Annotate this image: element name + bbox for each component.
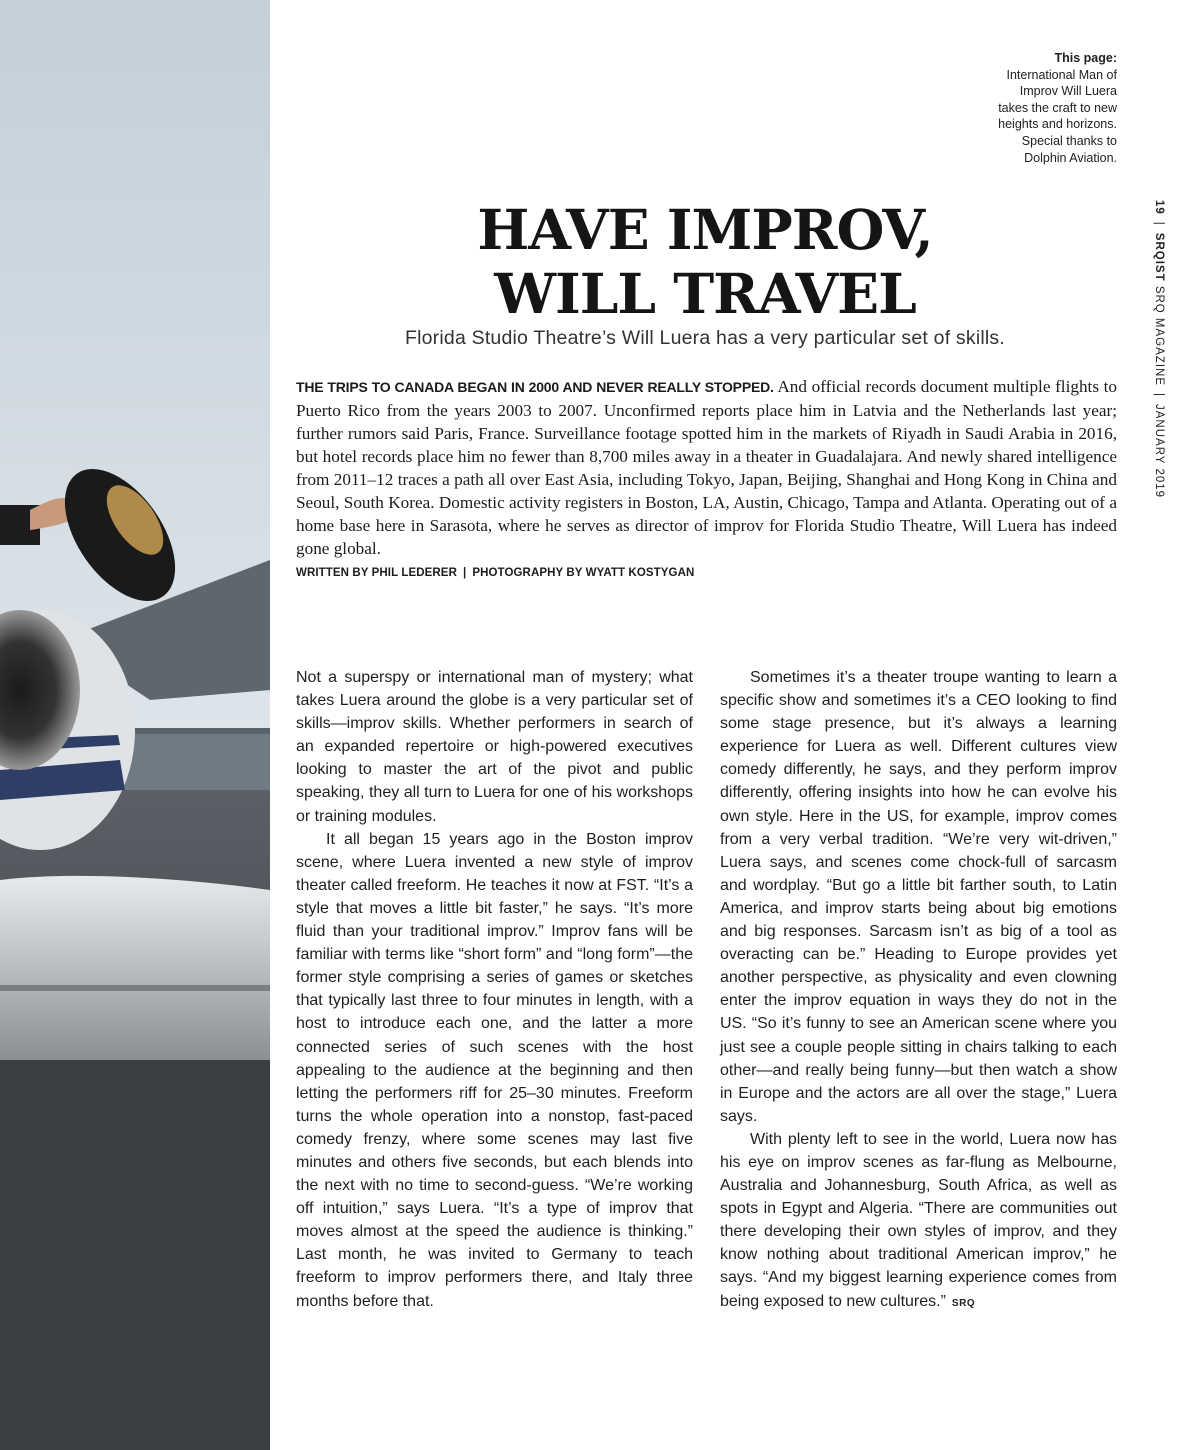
body-column-left	[296, 666, 693, 1313]
headline-line-2: WILL TRAVEL	[494, 261, 916, 326]
end-mark: SRQ	[951, 1297, 976, 1309]
byline-photographer: PHOTOGRAPHY BY WYATT KOSTYGAN	[472, 567, 695, 579]
section-name: SRQIST	[1153, 232, 1165, 282]
magazine-name: SRQ MAGAZINE	[1153, 285, 1165, 386]
page-number: 19	[1153, 200, 1165, 215]
photo-caption	[990, 50, 1117, 166]
body-paragraph: It all began 15 years ago in the Boston improv scene, where Luera invented a new style of improv theater called freeform. He teaches it now at FST. “It’s a style that moves a little bit faster,” he says. “It’s more fluid than your traditional improv.” Improv fans will be familiar with terms like “short form” and “long form”—the former style comprising a series of games or sketches that typically last three to four minutes in length, with a host to introduce each one, and the latter a more connected series of such scenes with the host appealing to the audience at the beginning and then letting the performers riff for 25–30 minutes. Freeform turns the whole operation into a nonstop, fast-paced comedy frenzy, where some scenes may last five minutes and others five seconds, but each blends into the next with no time to second-guess. “We’re working off intuition,” says Luera. “It’s a type of improv that moves almost at the speed the audience is thinking.” Last month, he was invited to Germany to teach freeform to improv performers there, and Italy three months before that.	[296, 830, 693, 1310]
body-paragraph: Not a superspy or international man of mystery; what takes Luera around the globe is a very particular set of skills—improv skills. Whether performers in search of an expanded repertoire or high-powered executives looking to master the art of the pivot and public speaking, they all turn to Luera for one of his workshops or training modules.	[296, 669, 693, 825]
body-column-right	[720, 666, 1117, 1315]
airport-jet-photo	[0, 0, 270, 1450]
intro-paragraph	[296, 375, 1117, 560]
body-paragraph: Sometimes it’s a theater troupe wanting to learn a specific show and sometimes it’s a CEO looking to find some stage presence, but it’s always a learning experience for Luera as well. Different cultures view comedy differently, he says, and they perform improv differently, offering insights into how he can evolve his own style. Here in the US, for example, improv comes from a very verbal tradition. “We’re very wit-driven,” Luera says, and scenes come chock-full of sarcasm and wordplay. “But go a little bit farther south, to Latin America, and improv starts being about big emotions and big responses. Sarcasm isn’t as big of a tool as overacting can be.” Heading to Europe provides yet another perspective, as physicality and even clowning enter the improv equation in ways they do not in the US. “So it’s funny to see an American scene where you just see a couple people sitting in chairs talking to each other—and really being funny—but then watch a show in Europe and the actors are all over the stage,” Luera says.	[720, 669, 1117, 1125]
byline-writer: WRITTEN BY PHIL LEDERER	[296, 567, 457, 579]
body-paragraph: With plenty left to see in the world, Luera now has his eye on improv scenes as far-flung as Melbourne, Australia and Johannesburg, South Africa, as well as spots in Egypt and Algeria. “There are communities out there developing their own styles of improv, and they know nothing about traditional American improv,” he says. “And my biggest learning experience comes from being exposed to new cultures.”	[720, 1130, 1117, 1310]
cover-photo	[0, 0, 270, 1450]
issue-date: JANUARY 2019	[1153, 404, 1165, 499]
intro-lead-in: THE TRIPS TO CANADA BEGAN IN 2000 AND NEVER REALLY STOPPED.	[296, 379, 774, 395]
headline-line-1: HAVE IMPROV,	[477, 197, 933, 262]
page-folio: 19|SRQIST SRQ MAGAZINE|JANUARY 2019	[1153, 200, 1165, 499]
intro-text: And official records document multiple flights to Puerto Rico from the years 2003 to 2007. Unconfirmed reports place him in Latvia and the Netherlands last year; further rumors said Paris, France. Surveillance footage spotted him in the markets of Riyadh in Saudi Arabia in 2016, but hotel records place him no fewer than 8,700 miles away in a theater in Guadalajara. And newly shared intelligence from 2011–12 traces a path all over East Asia, including Tokyo, Japan, Beijing, Shanghai and Hong Kong in China and Seoul, South Korea. Domestic activity registers in Boston, LA, Austin, Chicago, Tampa and Atlanta. Operating out of a home base here in Sarasota, where he serves as director of improv for Florida Studio Theatre, Will Luera has indeed gone global.	[296, 377, 1117, 558]
byline-separator: |	[462, 567, 467, 579]
caption-text: International Man of Improv Will Luera takes the craft to new heights and horizons. Special thanks to Dolphin Aviation.	[998, 67, 1117, 165]
article-dek: Florida Studio Theatre’s Will Luera has a very particular set of skills.	[404, 327, 1005, 349]
byline	[296, 567, 694, 579]
caption-label: This page:	[1054, 51, 1117, 65]
article-headline	[400, 198, 1010, 326]
